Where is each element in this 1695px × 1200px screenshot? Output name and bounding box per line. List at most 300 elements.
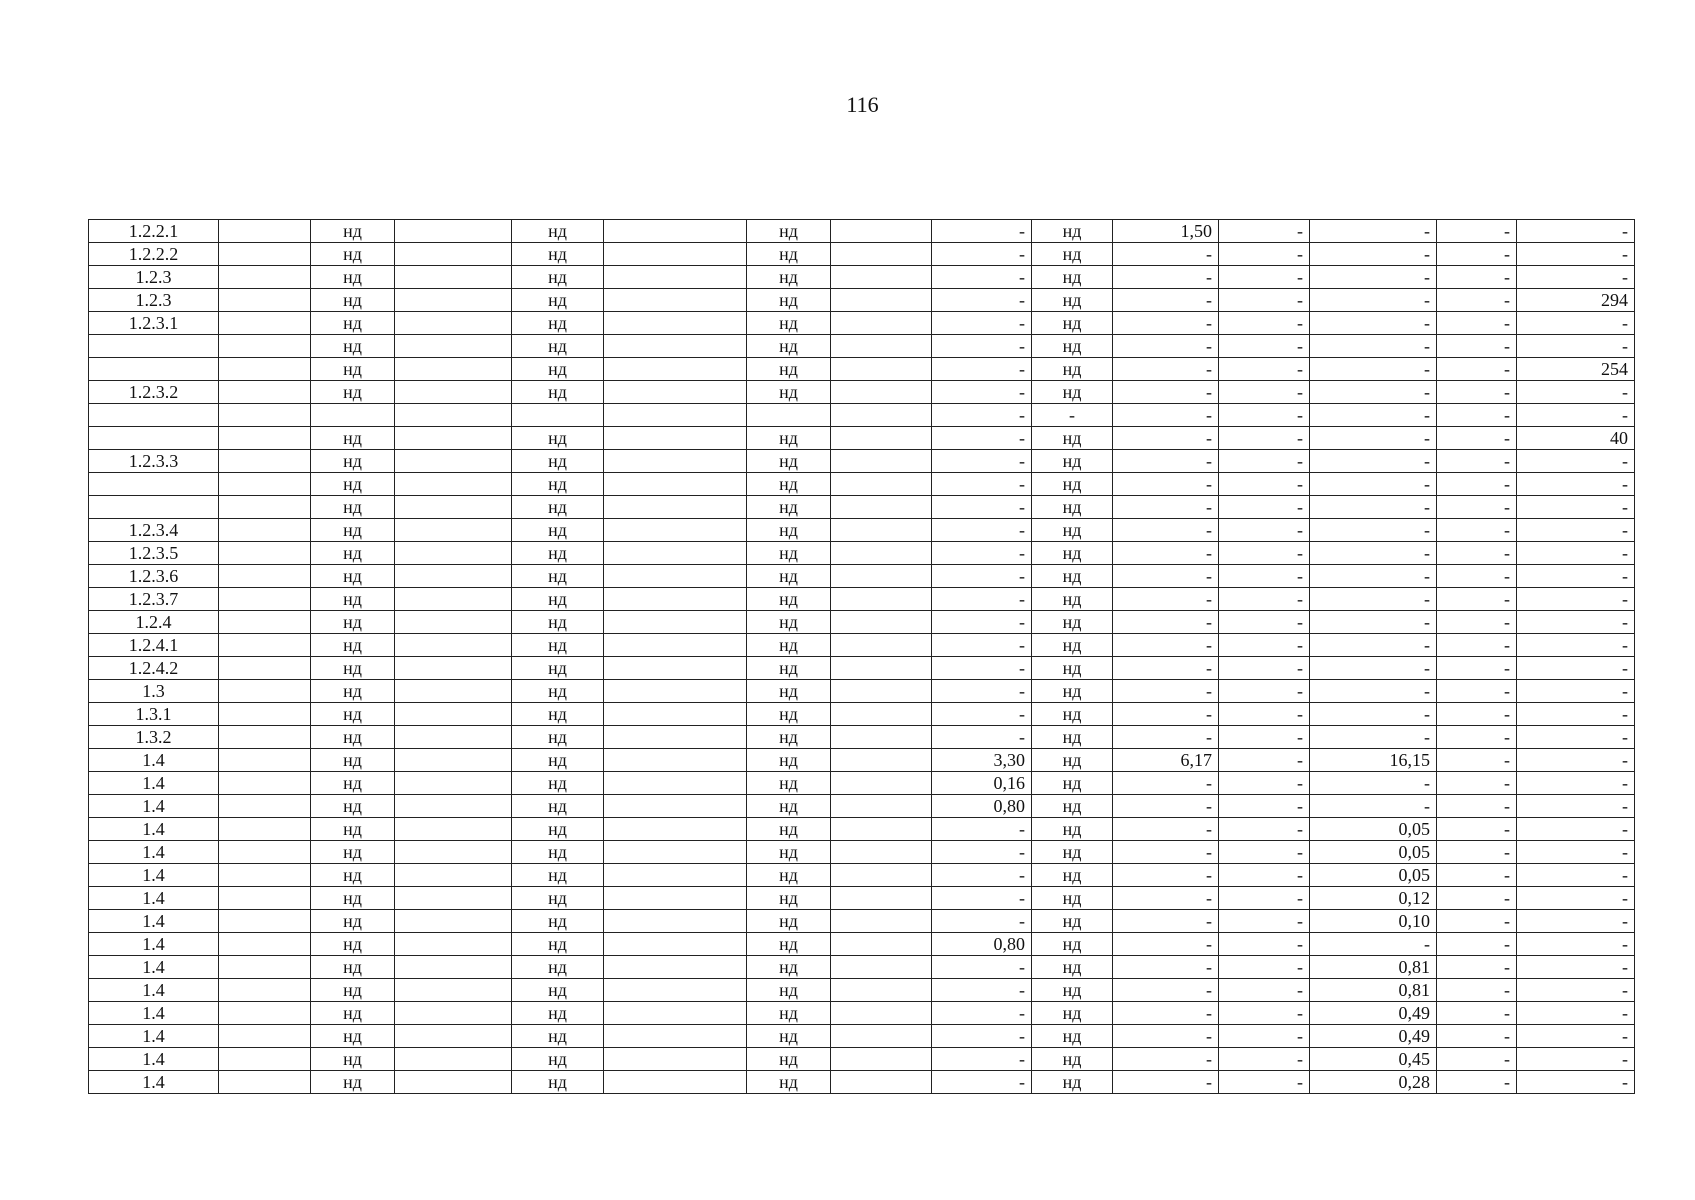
table-cell-c4: нд: [512, 887, 604, 910]
table-cell-c13: -: [1437, 611, 1517, 634]
table-cell-c1: [219, 910, 311, 933]
table-cell-c13: -: [1437, 565, 1517, 588]
table-cell-c8: -: [932, 818, 1032, 841]
table-cell-c7: [831, 565, 932, 588]
table-cell-c6: нд: [747, 933, 831, 956]
table-cell-c13: -: [1437, 818, 1517, 841]
table-cell-c8: -: [932, 864, 1032, 887]
table-cell-c11: -: [1219, 1071, 1310, 1094]
table-cell-c9: нд: [1032, 910, 1113, 933]
table-cell-c3: [395, 588, 512, 611]
row-code-cell: 1.4: [89, 933, 219, 956]
table-cell-c14: -: [1517, 726, 1635, 749]
table-cell-c8: -: [932, 289, 1032, 312]
table-cell-c10: -: [1113, 496, 1219, 519]
table-cell-c14: -: [1517, 1048, 1635, 1071]
table-cell-c6: нд: [747, 243, 831, 266]
table-cell-c14: 254: [1517, 358, 1635, 381]
table-cell-c7: [831, 335, 932, 358]
table-cell-c13: -: [1437, 887, 1517, 910]
table-cell-c11: -: [1219, 979, 1310, 1002]
table-cell-c2: нд: [311, 887, 395, 910]
table-cell-c2: нд: [311, 979, 395, 1002]
table-row: [89, 703, 1635, 726]
table-row: [89, 887, 1635, 910]
table-cell-c10: -: [1113, 795, 1219, 818]
table-cell-c1: [219, 795, 311, 818]
table-cell-c9: нд: [1032, 542, 1113, 565]
table-cell-c11: -: [1219, 450, 1310, 473]
table-cell-c6: нд: [747, 519, 831, 542]
table-cell-c9: нд: [1032, 634, 1113, 657]
table-cell-c3: [395, 657, 512, 680]
table-cell-c10: -: [1113, 565, 1219, 588]
table-cell-c5: [604, 1071, 747, 1094]
table-cell-c6: нд: [747, 818, 831, 841]
table-cell-c4: нд: [512, 358, 604, 381]
table-cell-c14: -: [1517, 887, 1635, 910]
table-row: [89, 243, 1635, 266]
row-code-cell: 1.2.3.5: [89, 542, 219, 565]
table-cell-c9: нд: [1032, 818, 1113, 841]
table-cell-c13: -: [1437, 289, 1517, 312]
row-code-cell: [89, 335, 219, 358]
table-cell-c3: [395, 634, 512, 657]
table-cell-c4: нд: [512, 450, 604, 473]
table-cell-c14: -: [1517, 1025, 1635, 1048]
table-cell-c8: -: [932, 1071, 1032, 1094]
table-cell-c7: [831, 887, 932, 910]
table-cell-c4: нд: [512, 335, 604, 358]
table-cell-c3: [395, 542, 512, 565]
table-cell-c12: -: [1310, 381, 1437, 404]
table-row: [89, 427, 1635, 450]
row-code-cell: 1.4: [89, 1025, 219, 1048]
table-row: [89, 749, 1635, 772]
table-cell-c12: -: [1310, 588, 1437, 611]
table-cell-c1: [219, 657, 311, 680]
table-cell-c4: нд: [512, 1025, 604, 1048]
table-cell-c6: нд: [747, 496, 831, 519]
table-cell-c11: -: [1219, 519, 1310, 542]
table-cell-c13: -: [1437, 220, 1517, 243]
table-cell-c9: нд: [1032, 519, 1113, 542]
table-cell-c3: [395, 680, 512, 703]
table-cell-c6: нд: [747, 634, 831, 657]
table-cell-c7: [831, 657, 932, 680]
table-cell-c10: -: [1113, 933, 1219, 956]
row-code-cell: 1.2.4.1: [89, 634, 219, 657]
table-cell-c12: 0,28: [1310, 1071, 1437, 1094]
table-cell-c10: -: [1113, 887, 1219, 910]
table-cell-c4: нд: [512, 473, 604, 496]
table-cell-c9: нд: [1032, 887, 1113, 910]
table-cell-c4: нд: [512, 1002, 604, 1025]
table-cell-c4: нд: [512, 381, 604, 404]
table-cell-c13: -: [1437, 427, 1517, 450]
table-cell-c14: -: [1517, 243, 1635, 266]
table-cell-c8: -: [932, 887, 1032, 910]
table-cell-c6: нд: [747, 657, 831, 680]
table-cell-c14: -: [1517, 979, 1635, 1002]
table-cell-c5: [604, 335, 747, 358]
table-row: [89, 312, 1635, 335]
table-cell-c6: нд: [747, 979, 831, 1002]
table-cell-c14: -: [1517, 542, 1635, 565]
table-cell-c13: -: [1437, 496, 1517, 519]
row-code-cell: 1.2.4.2: [89, 657, 219, 680]
row-code-cell: 1.2.2.1: [89, 220, 219, 243]
table-cell-c6: нд: [747, 887, 831, 910]
table-cell-c8: -: [932, 335, 1032, 358]
table-cell-c6: нд: [747, 680, 831, 703]
table-cell-c4: нд: [512, 910, 604, 933]
table-cell-c7: [831, 381, 932, 404]
table-cell-c3: [395, 703, 512, 726]
table-cell-c2: нд: [311, 611, 395, 634]
table-row: [89, 542, 1635, 565]
table-cell-c8: -: [932, 519, 1032, 542]
table-cell-c8: -: [932, 634, 1032, 657]
table-cell-c12: -: [1310, 289, 1437, 312]
table-cell-c7: [831, 795, 932, 818]
table-cell-c10: -: [1113, 910, 1219, 933]
table-cell-c6: нд: [747, 726, 831, 749]
table-cell-c1: [219, 588, 311, 611]
table-row: [89, 657, 1635, 680]
table-cell-c1: [219, 680, 311, 703]
table-cell-c3: [395, 818, 512, 841]
table-cell-c9: нд: [1032, 841, 1113, 864]
table-cell-c14: 40: [1517, 427, 1635, 450]
table-cell-c13: -: [1437, 841, 1517, 864]
table-cell-c1: [219, 703, 311, 726]
table-cell-c14: -: [1517, 473, 1635, 496]
table-cell-c6: нд: [747, 289, 831, 312]
table-cell-c13: -: [1437, 933, 1517, 956]
table-cell-c8: 0,80: [932, 933, 1032, 956]
table-cell-c9: нд: [1032, 427, 1113, 450]
table-cell-c11: -: [1219, 795, 1310, 818]
table-cell-c6: нд: [747, 1002, 831, 1025]
table-cell-c10: -: [1113, 634, 1219, 657]
table-cell-c5: [604, 1002, 747, 1025]
table-cell-c3: [395, 1025, 512, 1048]
table-cell-c9: нд: [1032, 956, 1113, 979]
table-row: [89, 588, 1635, 611]
table-cell-c7: [831, 1025, 932, 1048]
table-cell-c4: нд: [512, 1071, 604, 1094]
table-cell-c2: нд: [311, 519, 395, 542]
table-cell-c10: -: [1113, 818, 1219, 841]
table-cell-c13: -: [1437, 1048, 1517, 1071]
table-cell-c4: нд: [512, 818, 604, 841]
row-code-cell: 1.2.3: [89, 289, 219, 312]
table-cell-c2: нд: [311, 1025, 395, 1048]
table-cell-c5: [604, 381, 747, 404]
table-cell-c10: -: [1113, 381, 1219, 404]
table-cell-c9: нд: [1032, 703, 1113, 726]
table-cell-c10: -: [1113, 1071, 1219, 1094]
table-row: [89, 496, 1635, 519]
table-cell-c14: -: [1517, 312, 1635, 335]
table-cell-c12: 0,05: [1310, 864, 1437, 887]
data-table: [88, 219, 1635, 1094]
table-cell-c6: нд: [747, 703, 831, 726]
table-cell-c14: -: [1517, 703, 1635, 726]
table-cell-c3: [395, 404, 512, 427]
table-cell-c4: нд: [512, 588, 604, 611]
table-cell-c8: -: [932, 1048, 1032, 1071]
table-cell-c8: -: [932, 427, 1032, 450]
table-cell-c7: [831, 427, 932, 450]
table-cell-c1: [219, 519, 311, 542]
table-cell-c7: [831, 450, 932, 473]
table-cell-c9: нд: [1032, 749, 1113, 772]
table-cell-c2: нд: [311, 864, 395, 887]
row-code-cell: 1.2.3.3: [89, 450, 219, 473]
table-cell-c13: -: [1437, 450, 1517, 473]
table-row: [89, 289, 1635, 312]
table-cell-c2: нд: [311, 312, 395, 335]
table-cell-c8: 3,30: [932, 749, 1032, 772]
table-cell-c5: [604, 657, 747, 680]
table-row: [89, 795, 1635, 818]
table-cell-c3: [395, 1048, 512, 1071]
table-cell-c4: нд: [512, 979, 604, 1002]
table-cell-c4: нд: [512, 266, 604, 289]
table-cell-c8: -: [932, 680, 1032, 703]
table-cell-c3: [395, 358, 512, 381]
table-cell-c2: нд: [311, 220, 395, 243]
table-cell-c7: [831, 818, 932, 841]
table-cell-c11: -: [1219, 427, 1310, 450]
table-cell-c7: [831, 473, 932, 496]
table-cell-c11: -: [1219, 243, 1310, 266]
table-cell-c6: [747, 404, 831, 427]
row-code-cell: 1.4: [89, 1048, 219, 1071]
table-cell-c7: [831, 519, 932, 542]
table-cell-c3: [395, 1002, 512, 1025]
table-cell-c14: -: [1517, 634, 1635, 657]
table-cell-c4: нд: [512, 519, 604, 542]
table-cell-c9: нд: [1032, 1002, 1113, 1025]
table-row: [89, 910, 1635, 933]
table-cell-c12: -: [1310, 243, 1437, 266]
table-cell-c13: -: [1437, 749, 1517, 772]
table-cell-c2: нд: [311, 1048, 395, 1071]
table-cell-c14: -: [1517, 1002, 1635, 1025]
table-cell-c12: -: [1310, 542, 1437, 565]
table-cell-c9: нд: [1032, 588, 1113, 611]
table-cell-c13: -: [1437, 358, 1517, 381]
table-cell-c3: [395, 956, 512, 979]
table-cell-c3: [395, 450, 512, 473]
table-cell-c14: -: [1517, 956, 1635, 979]
row-code-cell: [89, 358, 219, 381]
table-cell-c10: -: [1113, 289, 1219, 312]
table-cell-c11: -: [1219, 404, 1310, 427]
table-cell-c1: [219, 864, 311, 887]
table-cell-c4: нд: [512, 726, 604, 749]
table-cell-c5: [604, 404, 747, 427]
table-cell-c10: -: [1113, 335, 1219, 358]
table-cell-c1: [219, 1002, 311, 1025]
table-cell-c1: [219, 1071, 311, 1094]
table-cell-c5: [604, 220, 747, 243]
table-cell-c12: 0,49: [1310, 1002, 1437, 1025]
table-cell-c9: нд: [1032, 496, 1113, 519]
table-cell-c9: нд: [1032, 680, 1113, 703]
table-cell-c9: нд: [1032, 864, 1113, 887]
table-cell-c13: -: [1437, 657, 1517, 680]
table-row: [89, 680, 1635, 703]
table-cell-c8: -: [932, 496, 1032, 519]
table-cell-c11: -: [1219, 956, 1310, 979]
table-cell-c13: -: [1437, 1025, 1517, 1048]
table-cell-c13: -: [1437, 864, 1517, 887]
table-cell-c5: [604, 726, 747, 749]
table-cell-c6: нд: [747, 312, 831, 335]
table-cell-c12: -: [1310, 795, 1437, 818]
table-cell-c6: нд: [747, 565, 831, 588]
table-row: [89, 772, 1635, 795]
row-code-cell: 1.2.3.1: [89, 312, 219, 335]
table-row: [89, 266, 1635, 289]
table-cell-c5: [604, 450, 747, 473]
table-cell-c9: нд: [1032, 243, 1113, 266]
table-cell-c2: нд: [311, 703, 395, 726]
table-row: [89, 1071, 1635, 1094]
table-cell-c11: -: [1219, 910, 1310, 933]
table-cell-c2: нд: [311, 542, 395, 565]
table-row: [89, 404, 1635, 427]
table-cell-c11: -: [1219, 381, 1310, 404]
row-code-cell: 1.4: [89, 910, 219, 933]
table-cell-c13: -: [1437, 1002, 1517, 1025]
table-cell-c12: -: [1310, 427, 1437, 450]
table-cell-c1: [219, 1048, 311, 1071]
table-cell-c8: -: [932, 588, 1032, 611]
table-row: [89, 381, 1635, 404]
row-code-cell: [89, 473, 219, 496]
table-cell-c3: [395, 565, 512, 588]
table-cell-c14: -: [1517, 749, 1635, 772]
table-cell-c12: -: [1310, 266, 1437, 289]
table-cell-c7: [831, 979, 932, 1002]
table-cell-c12: 0,10: [1310, 910, 1437, 933]
table-cell-c14: 294: [1517, 289, 1635, 312]
table-cell-c14: -: [1517, 519, 1635, 542]
table-cell-c12: -: [1310, 312, 1437, 335]
table-cell-c9: -: [1032, 404, 1113, 427]
table-row: [89, 450, 1635, 473]
table-cell-c4: нд: [512, 496, 604, 519]
row-code-cell: 1.4: [89, 979, 219, 1002]
table-cell-c14: -: [1517, 680, 1635, 703]
table-cell-c8: -: [932, 1025, 1032, 1048]
table-cell-c6: нд: [747, 542, 831, 565]
table-cell-c7: [831, 910, 932, 933]
table-cell-c4: нд: [512, 542, 604, 565]
table-cell-c11: -: [1219, 588, 1310, 611]
table-cell-c13: -: [1437, 473, 1517, 496]
table-cell-c5: [604, 979, 747, 1002]
table-cell-c6: нд: [747, 956, 831, 979]
table-cell-c4: нд: [512, 749, 604, 772]
table-cell-c7: [831, 1048, 932, 1071]
table-cell-c13: -: [1437, 910, 1517, 933]
table-cell-c7: [831, 933, 932, 956]
table-cell-c7: [831, 841, 932, 864]
table-cell-c14: -: [1517, 381, 1635, 404]
table-cell-c12: -: [1310, 220, 1437, 243]
table-cell-c8: -: [932, 266, 1032, 289]
table-cell-c1: [219, 818, 311, 841]
table-cell-c6: нд: [747, 220, 831, 243]
table-cell-c2: нд: [311, 450, 395, 473]
table-cell-c1: [219, 634, 311, 657]
table-cell-c1: [219, 841, 311, 864]
table-cell-c2: нд: [311, 818, 395, 841]
table-cell-c3: [395, 933, 512, 956]
table-cell-c7: [831, 312, 932, 335]
table-cell-c5: [604, 312, 747, 335]
table-cell-c6: нд: [747, 358, 831, 381]
table-cell-c13: -: [1437, 634, 1517, 657]
table-cell-c10: -: [1113, 864, 1219, 887]
table-cell-c9: нд: [1032, 220, 1113, 243]
table-row: [89, 358, 1635, 381]
table-cell-c4: нд: [512, 427, 604, 450]
table-cell-c3: [395, 243, 512, 266]
table-cell-c13: -: [1437, 542, 1517, 565]
table-cell-c14: -: [1517, 841, 1635, 864]
table-cell-c12: -: [1310, 933, 1437, 956]
table-cell-c9: нд: [1032, 657, 1113, 680]
table-cell-c13: -: [1437, 266, 1517, 289]
row-code-cell: 1.3.2: [89, 726, 219, 749]
table-cell-c5: [604, 427, 747, 450]
row-code-cell: [89, 427, 219, 450]
table-cell-c11: -: [1219, 358, 1310, 381]
table-cell-c2: нд: [311, 243, 395, 266]
table-cell-c14: -: [1517, 933, 1635, 956]
table-cell-c5: [604, 910, 747, 933]
table-cell-c7: [831, 726, 932, 749]
table-cell-c8: -: [932, 312, 1032, 335]
table-cell-c13: -: [1437, 979, 1517, 1002]
table-cell-c11: -: [1219, 565, 1310, 588]
row-code-cell: 1.4: [89, 956, 219, 979]
row-code-cell: 1.3: [89, 680, 219, 703]
table-cell-c6: нд: [747, 910, 831, 933]
table-cell-c12: -: [1310, 703, 1437, 726]
table-cell-c5: [604, 749, 747, 772]
table-cell-c8: -: [932, 450, 1032, 473]
row-code-cell: 1.4: [89, 887, 219, 910]
table-cell-c11: -: [1219, 335, 1310, 358]
table-cell-c2: нд: [311, 910, 395, 933]
table-cell-c4: нд: [512, 703, 604, 726]
table-row: [89, 726, 1635, 749]
table-cell-c8: -: [932, 956, 1032, 979]
table-cell-c1: [219, 772, 311, 795]
table-cell-c2: нд: [311, 496, 395, 519]
table-cell-c13: -: [1437, 381, 1517, 404]
table-cell-c1: [219, 427, 311, 450]
table-cell-c7: [831, 1002, 932, 1025]
